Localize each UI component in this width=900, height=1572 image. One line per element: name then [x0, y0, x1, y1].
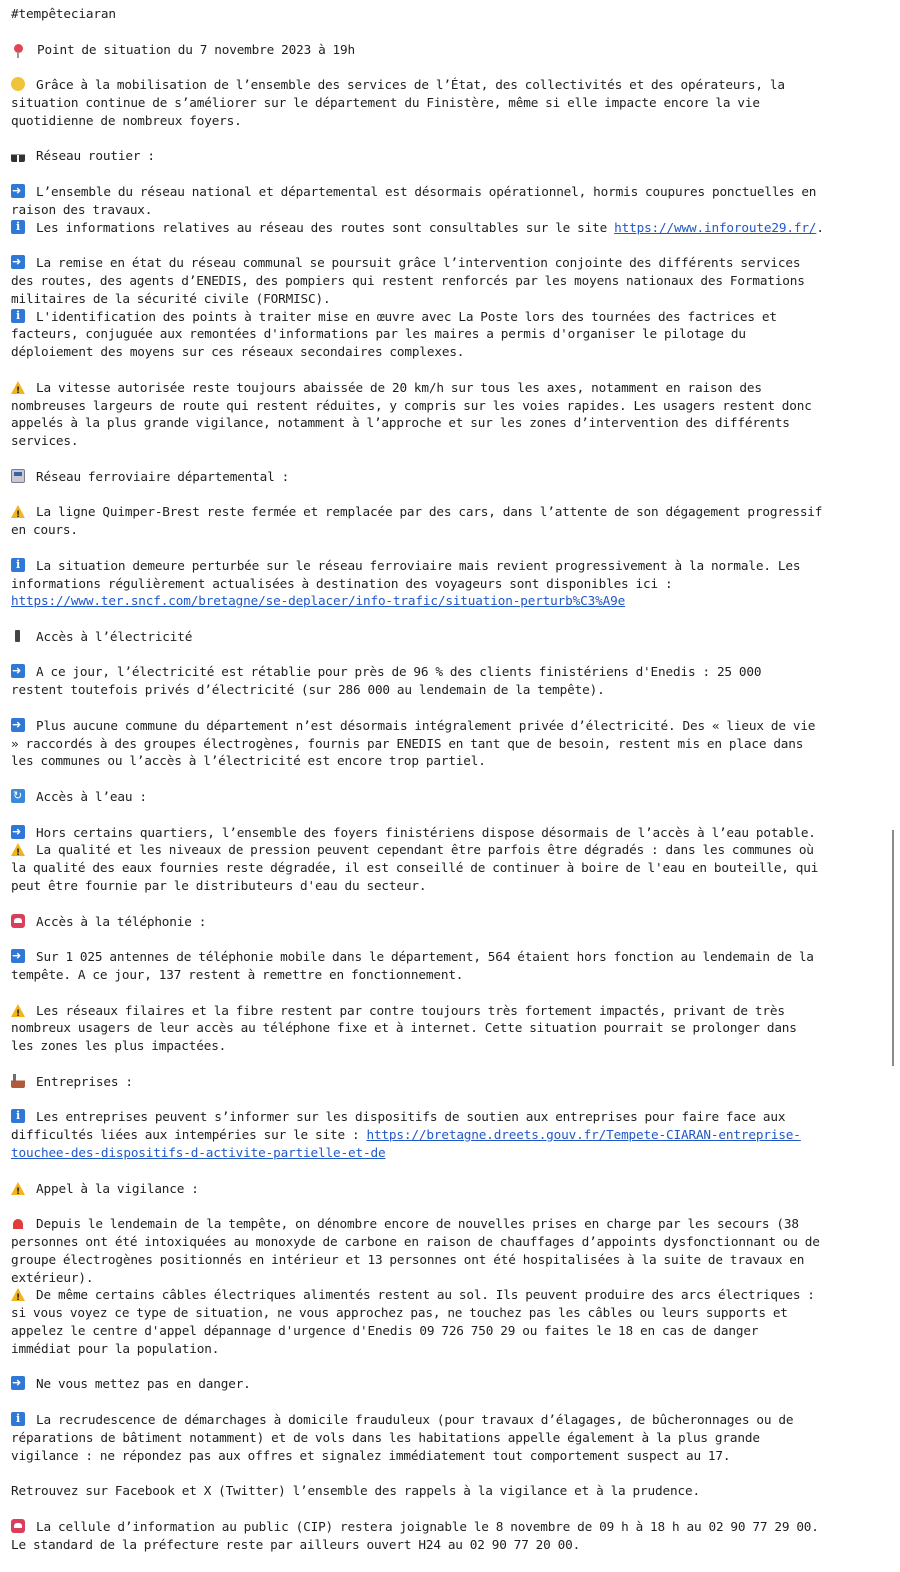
- info-icon: [11, 220, 25, 234]
- hands-icon: [11, 77, 25, 91]
- warning-icon: [11, 505, 25, 518]
- section-title-vigilance: !Appel à la vigilance :: [11, 1180, 894, 1198]
- arrow-right-icon: [11, 664, 25, 678]
- road-paragraph-1: ➜L’ensemble du réseau national et départemental est désormais opérationnel, hormis coupures ponctuelles en raison des travaux. iLes informations relatives au réseau des routes sont consultables sur le site https://www.inforoute29.fr/.: [11, 183, 894, 236]
- hashtag-line: [11, 5, 894, 23]
- section-title-phone: Accès à la téléphonie :: [11, 913, 894, 931]
- inforoute-link[interactable]: https://www.inforoute29.fr/: [614, 219, 817, 235]
- arrow-right-icon: [11, 718, 25, 732]
- warning-icon: [11, 381, 25, 394]
- header-line: [11, 41, 894, 59]
- road-paragraph-3: !La vitesse autorisée reste toujours abaissée de 20 km/h sur tous les axes, notamment en raison des nombreuses largeurs de route qui restent réduites, y compris sur les voies rapides. Les usagers restent donc appelés à la plus grande vigilance, notamment à l’approche et sur les zones d’intervention des différents services.: [11, 379, 894, 450]
- warning-icon: [11, 1288, 25, 1301]
- info-icon: [11, 309, 25, 323]
- vigilance-paragraph-5: La cellule d’information au public (CIP) restera joignable le 8 novembre de 09 h à 18 h au 02 90 77 29 00. Le standard de la préfecture reste par ailleurs ouvert H24 au 02 90 77 20 00.: [11, 1518, 819, 1552]
- electricity-paragraph-2: ➜Plus aucune commune du département n’est désormais intégralement privée d’électricité. Des « lieux de vie » raccordés à des groupes électrogènes, fournis par ENEDIS en tant que de besoin, restent mis en place dans les communes ou l’accès à l’électricité est encore trop partiel.: [11, 717, 894, 770]
- info-icon: [11, 1412, 25, 1426]
- arrow-right-icon: [11, 1376, 25, 1390]
- info-icon: [11, 1109, 25, 1123]
- arrow-right-icon: [11, 184, 25, 198]
- situation-header: Point de situation du 7 novembre 2023 à 19h: [37, 41, 356, 57]
- warning-icon: [11, 843, 25, 856]
- telephone-icon: [11, 1519, 25, 1533]
- road-paragraph-2: ➜La remise en état du réseau communal se poursuit grâce l’intervention conjointe des différents services des routes, des agents d’ENEDIS, des pompiers qui restent renforcés par les moyens nationaux des Formations militaires de la sécurité civile (FORMISC). iL'identification des points à traiter mise en œuvre avec La Poste lors des tournées des factrices et facteurs, conjuguée aux remontées d'informations par les maires a permis d'organiser le pilotage du déploiement des moyens sur ces réseaux secondaires complexes.: [11, 254, 894, 361]
- warning-icon: [11, 1004, 25, 1017]
- electricity-paragraph-1: ➜A ce jour, l’électricité est rétablie pour près de 96 % des clients finistériens d'Enedis : 25 000 restent toutefois privés d’électricité (sur 286 000 au lendemain de la tempête).: [11, 663, 894, 699]
- vigilance-paragraph-1: Depuis le lendemain de la tempête, on dénombre encore de nouvelles prises en charge par les secours (38 personnes ont été intoxiquées au monoxyde de carbone en raison de chauffages d’appoints dysfonctionnant ou de groupe électrogènes positionnés en intérieur et 13 personnes ont été hospitalisées à la suite de travaux en extérieur). !De même certains câbles électriques alimentés restent au sol. Ils peuvent produire des arcs électriques : si vous voyez ce type de situation, ne vous approchez pas, ne touchez pas les câbles ou leurs supports et appelez le centre d'appel dépannage d'urgence d'Enedis 09 726 750 29 ou faites le 18 en cas de danger immédiat pour la population.: [11, 1215, 894, 1357]
- pushpin-icon: [14, 44, 23, 53]
- arrow-right-icon: [11, 255, 25, 269]
- arrow-right-icon: [11, 949, 25, 963]
- info-icon: [11, 558, 25, 572]
- phone-paragraph-2: !Les réseaux filaires et la fibre restent par contre toujours très fortement impactés, privant de très nombreux usagers de leur accès au téléphone fixe et à internet. Cette situation pourrait se prolonger dans les zones les plus impactées.: [11, 1002, 894, 1055]
- section-title-electricity: Accès à l’électricité: [11, 628, 894, 646]
- intro-paragraph: Grâce à la mobilisation de l’ensemble des services de l’État, des collectivités et des opérateurs, la situation continue de s’améliorer sur le département du Finistère, même si elle impacte encore la vie quotidienne de nombreux foyers.: [11, 77, 785, 128]
- train-icon: [11, 469, 25, 483]
- section-title-business: Entreprises :: [11, 1073, 894, 1091]
- rail-paragraph-2: iLa situation demeure perturbée sur le réseau ferroviaire mais revient progressivement à la normale. Les informations régulièrement actualisées à destination des voyageurs sont disponibles ici : https://www.ter.sncf.com/bretagne/se-deplacer/info-trafic/situation-perturb%C3%A9e: [11, 557, 894, 610]
- section-title-road: Réseau routier :: [11, 147, 894, 165]
- vigilance-paragraph-4: Retrouvez sur Facebook et X (Twitter) l’ensemble des rappels à la vigilance et à la prudence.: [11, 1483, 700, 1499]
- vigilance-paragraph-3: iLa recrudescence de démarchages à domicile frauduleux (pour travaux d’élagages, de bûcheronnages ou de réparations de bâtiment notamment) et de vols dans les habitations appelle également à la plus grande vigilance : ne répondez pas aux offres et signalez immédiatement tout comportement suspect au 17.: [11, 1411, 894, 1464]
- telephone-icon: [11, 914, 25, 928]
- factory-icon: [11, 1074, 25, 1088]
- phone-paragraph-1: ➜Sur 1 025 antennes de téléphonie mobile dans le département, 564 étaient hors fonction au lendemain de la tempête. A ce jour, 137 restent à remettre en fonctionnement.: [11, 948, 894, 984]
- water-cycle-icon: [11, 789, 25, 803]
- vigilance-paragraph-2: ➜Ne vous mettez pas en danger.: [11, 1375, 894, 1393]
- rail-paragraph-1: !La ligne Quimper-Brest reste fermée et remplacée par des cars, dans l’attente de son dégagement progressif en cours.: [11, 503, 894, 539]
- warning-icon: [11, 1182, 25, 1195]
- dreets-link-part-1[interactable]: https://bretagne.dreets.gouv.fr/Tempete-CIARAN-entreprise-: [366, 1127, 801, 1143]
- arrow-right-icon: [11, 825, 25, 839]
- business-paragraph-1: iLes entreprises peuvent s’informer sur les dispositifs de soutien aux entreprises pour faire face aux difficultés liées aux intempéries sur le site : https://bretagne.dreets.gouv.fr/Tempete-CIARAN-entreprise- touchee-des-dispositifs-d-activite-partielle-et-de: [11, 1108, 894, 1161]
- dreets-link-part-2[interactable]: touchee-des-dispositifs-d-activite-partielle-et-de: [11, 1145, 386, 1160]
- vertical-scrollbar[interactable]: [892, 830, 894, 1066]
- siren-icon: [11, 1216, 25, 1230]
- road-icon: [11, 148, 25, 162]
- water-paragraph-1: ➜Hors certains quartiers, l’ensemble des foyers finistériens dispose désormais de l’accès à l’eau potable. !La qualité et les niveaux de pression peuvent cependant être parfois être dégradés : dans les communes où la qualité des eaux fournies reste dégradée, il est conseillé de continuer à boire de l'eau en bouteille, qui peut être fournie par le distributeurs d'eau du secteur.: [11, 824, 894, 895]
- hashtag: #tempêteciaran: [11, 6, 116, 21]
- section-title-water: ↻Accès à l’eau :: [11, 788, 894, 806]
- section-title-rail: Réseau ferroviaire départemental :: [11, 468, 894, 486]
- sncf-traffic-link[interactable]: https://www.ter.sncf.com/bretagne/se-deplacer/info-trafic/situation-perturb%C3%A9e: [11, 593, 626, 609]
- plug-icon: [11, 629, 25, 643]
